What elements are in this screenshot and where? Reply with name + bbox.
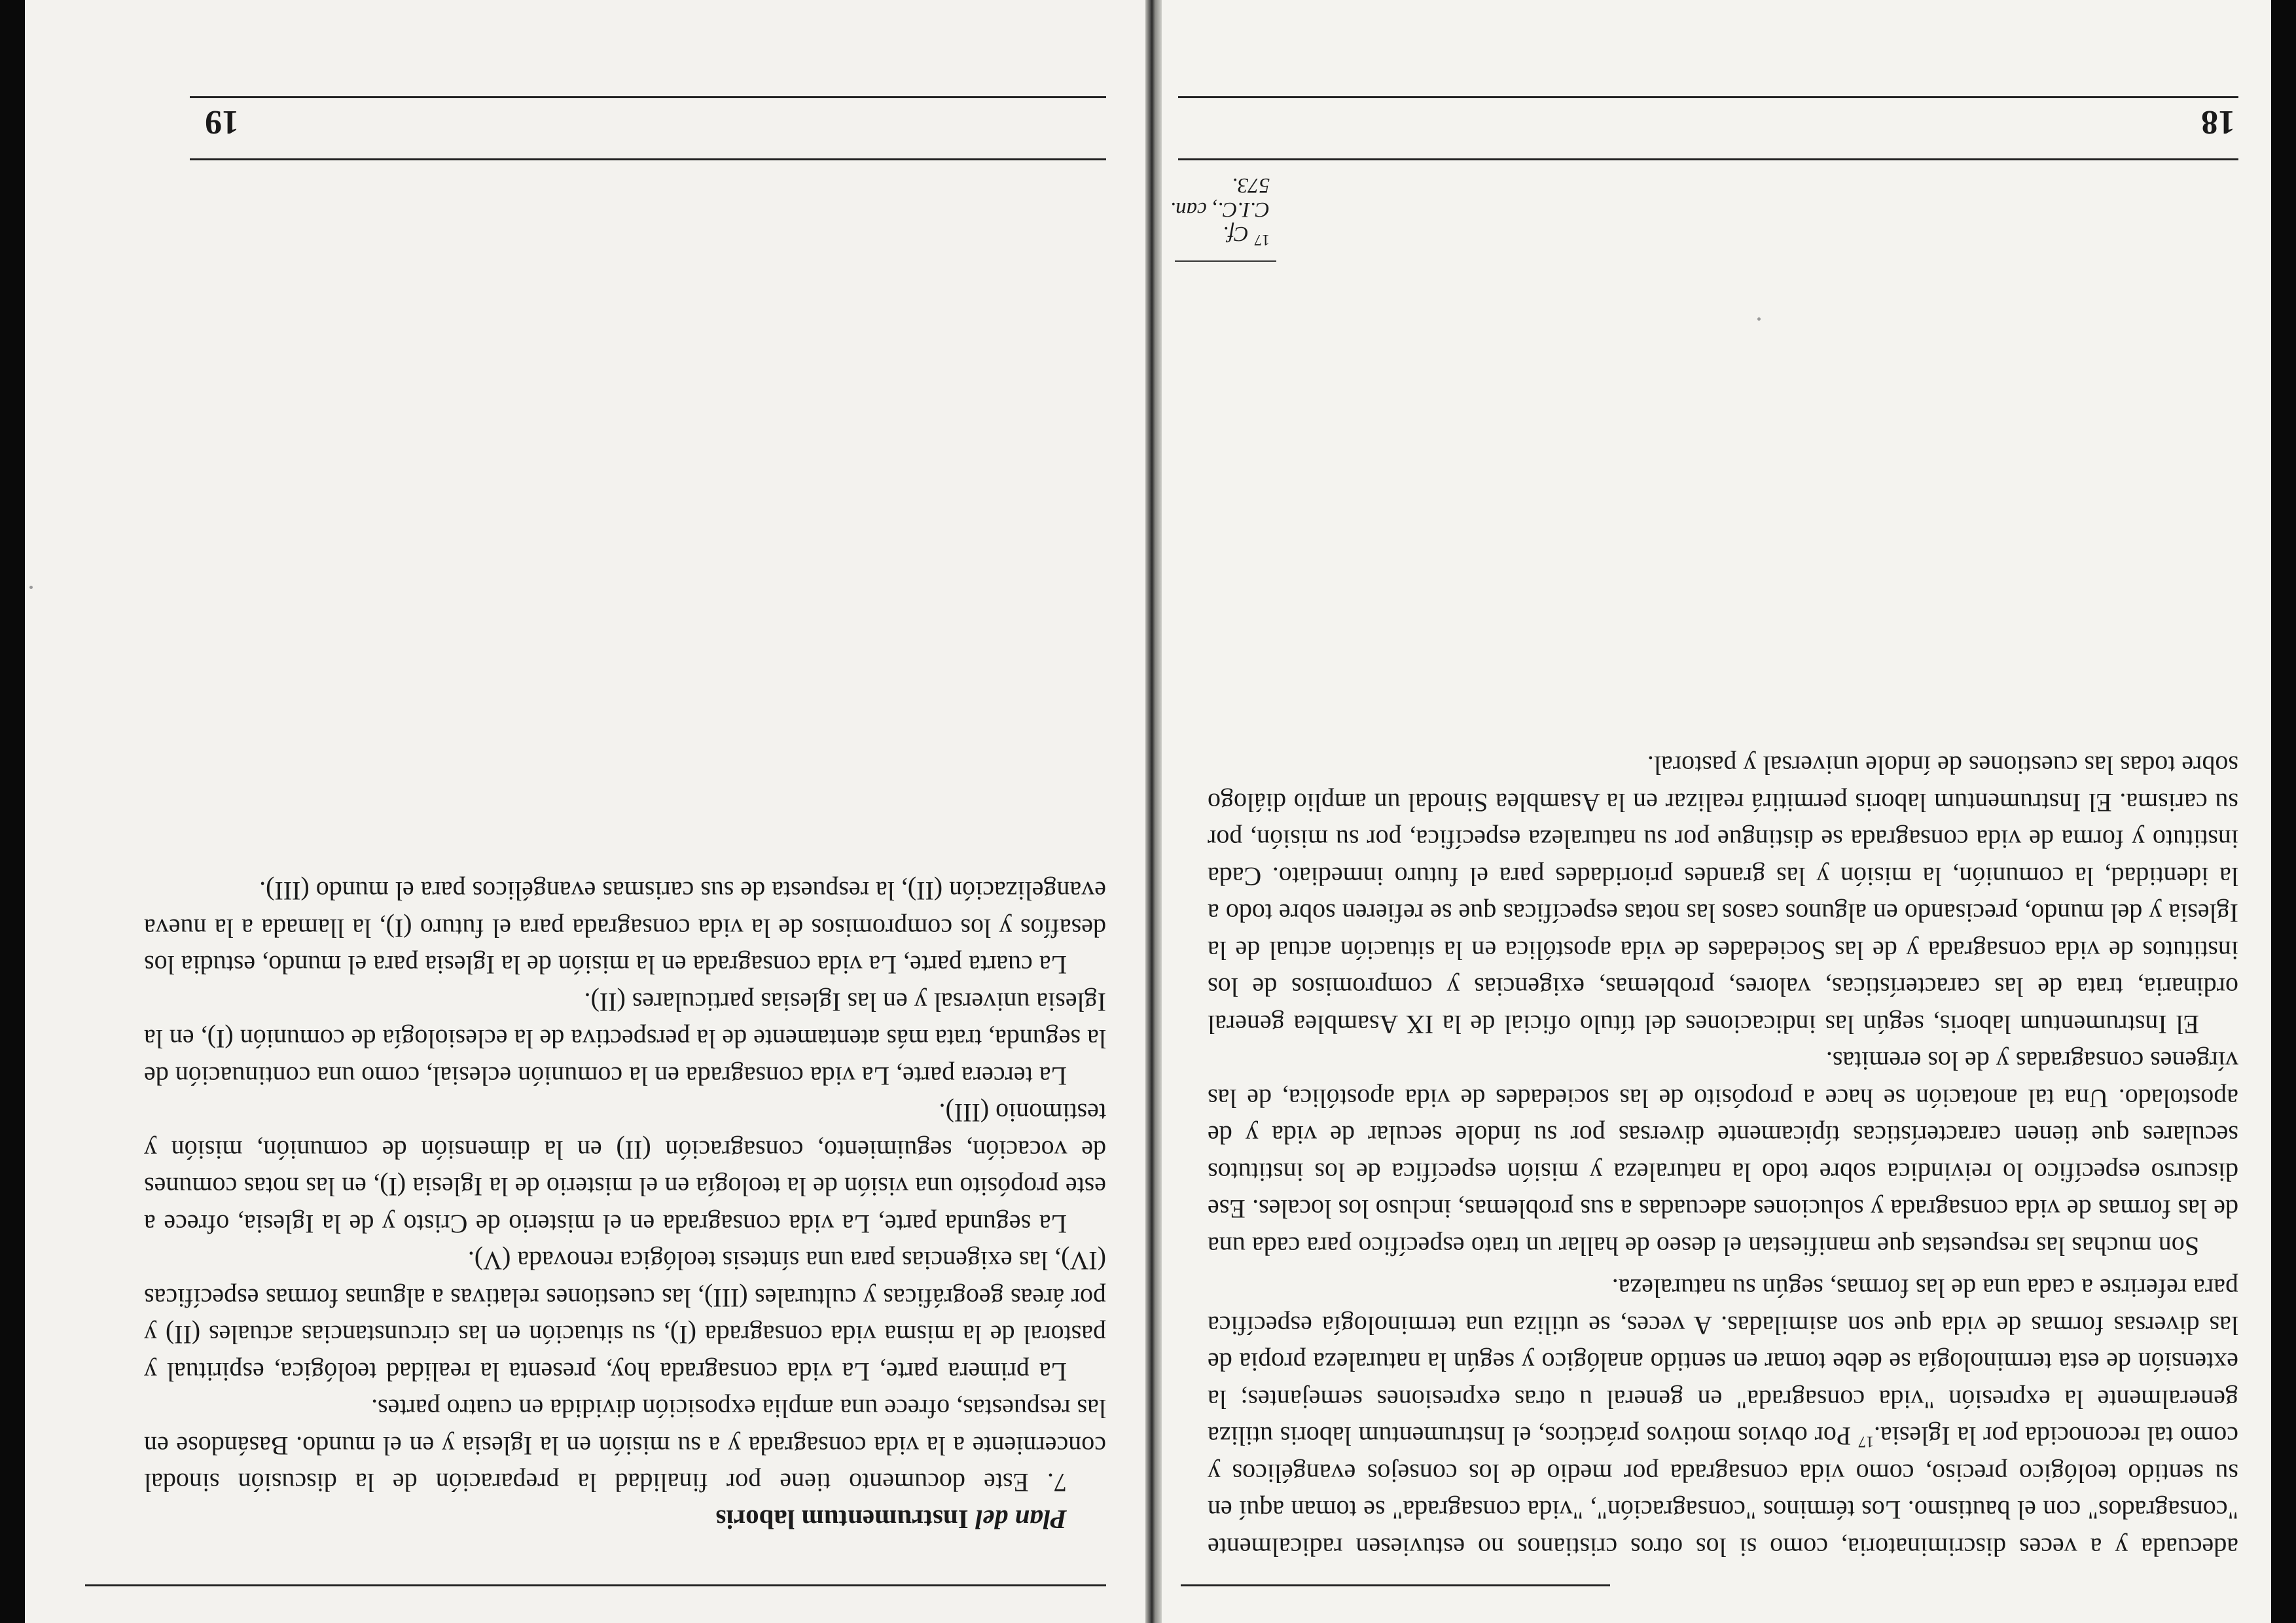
page-19-body — [144, 872, 1106, 1538]
bottom-rule — [190, 96, 1106, 98]
book-gutter — [1145, 0, 1162, 1623]
page-number: 19 — [205, 103, 239, 141]
paragraph: Son muchas las respuestas que manifiestan el deseo de hallar un trato específico para cada una de las formas de vida consagrada y soluciones adecuadas a sus problemas, incluso los locales. Ese discurso específico lo reivindica sobre todo la naturaleza y misión específica de los institutos seculares que tienen características típicamente diversas por su índole secular de vida y de apostolado. Una tal anotación se hace a propósito de las sociedades de vida apostólica, de las vírgenes consagradas y de los eremitas. — [1208, 1046, 2238, 1261]
paragraph: La primera parte, La vida consagrada hoy, presenta la realidad teológica, espiritual y pastoral de la misma vida consagrada (I), su situación en las circunstancias actuales (II) y por áreas geográficas y culturales (III), las cuestiones relativas a algunas formas específicas (IV), las exigencias para una síntesis teológica renovada (V). — [144, 1246, 1106, 1387]
speck — [1757, 317, 1761, 321]
section-heading: Plan del Instrumentum laboris — [715, 1505, 1067, 1535]
paragraph: La segunda parte, La vida consagrada en el misterio de Cristo y de la Iglesia, ofrece a este propósito una visión de la teología en el misterio de la Iglesia (I), en las notas comunes de vocación, seguimiento, consagración (II) en la dimensión de comunión, misión y testimonio (III). — [144, 1098, 1106, 1239]
top-rule — [1181, 1584, 1610, 1586]
page-18-body — [1208, 747, 2238, 1565]
paragraph: El Instrumentum laboris, según las indicaciones del título oficial de la IX Asamblea general ordinaria, trata de las características, valores, problemas, exigencias y compromisos de los institutos de vida consagrada y de las Sociedades de vida apostólica en la situación actual de la Iglesia y del mundo, precisando en algunos casos las notas específicas que se refieren sobre todo a la identidad, la comunión, la misión y las grandes prioridades para el futuro inmediato. Cada instituto y forma de vida consagrada se distingue por su naturaleza específica, por su misión, por su carisma. El Instrumentum laboris permitirá realizar en la Asamblea Sinodal un amplio diálogo sobre todas las cuestiones de índole universal y pastoral. — [1208, 751, 2238, 1039]
page-18 — [1162, 0, 2271, 1623]
bottom-rule — [1178, 96, 2238, 98]
bottom-rule — [190, 158, 1106, 160]
paragraph: adecuada y a veces discriminatoria, como si los otros cristianos no estuviesen radicalmente "consagrados" con el bautismo. Los términos "consagración", "vida consagrada" se toman aquí en su sentido teológico preciso, como vida consagrada por medio de los consejos evangélicos y como tal reconocida por la Iglesia.$^{17}$ Por obvios motivos prácticos, el Instrumentum laboris utiliza generalmente la expresión "vida consagrada" en general u otras expresiones semejantes; la extensión de esta terminología se debe tomar en sentido analógico y según la naturaleza propia de las diversas formas de vida que son asimiladas. A veces, se utiliza una terminología específica para referirse a cada una de las formas, según su naturaleza. — [1207, 1274, 2238, 1562]
bottom-rule — [1178, 158, 2238, 160]
paragraph: La cuarta parte, La vida consagrada en la misión de la Iglesia para el mundo, estudia los desafíos y los compromisos de la vida consagrada para el futuro (I), la llamada a la nueva evangelización (II), la respuesta de sus carismas evangélicos para el mundo (III). — [144, 876, 1106, 980]
page-19 — [25, 0, 1145, 1623]
speck — [29, 586, 33, 589]
page-number: 18 — [2201, 103, 2235, 141]
top-rule — [85, 1584, 1106, 1586]
paragraph: La tercera parte, La vida consagrada en la comunión eclesial, como una continuación de la segunda, trata más atentamente de la perspectiva de la eclesiología de comunión (I), en la Iglesia universal y en las Iglesias particulares (II). — [144, 988, 1106, 1091]
footnote-rule — [1175, 260, 1276, 262]
paragraph: 7. Este documento tiene por finalidad la preparación de la discusión sinodal concerniente a la vida consagrada y a su misión en la Iglesia y en el mundo. Basándose en las respuestas, ofrece una amplia exposición dividida en cuatro partes. — [144, 1394, 1106, 1498]
footnote: $^{17}$ Cf. C.I.C., can. 573. — [1170, 173, 1270, 248]
